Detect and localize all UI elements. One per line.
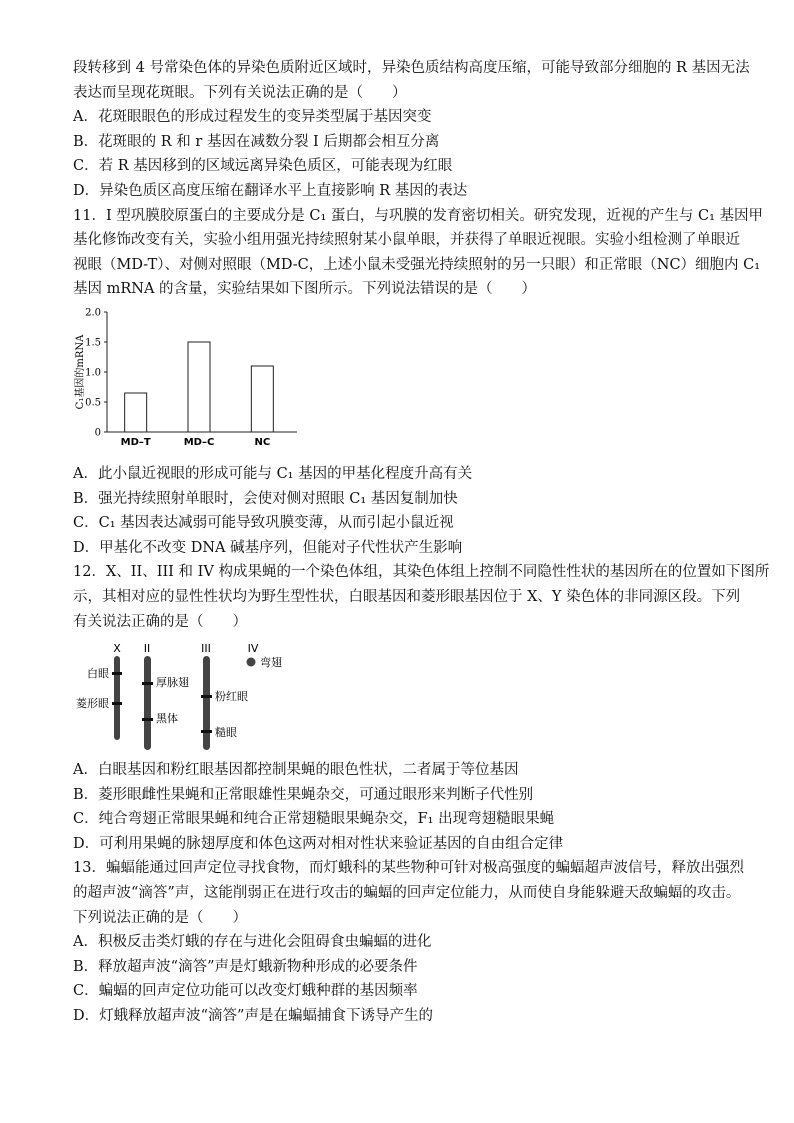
q12-option-c: C．纯合弯翅正常眼果蝇和纯合正常翅糙眼果蝇杂交，F₁ 出现弯翅糙眼果蝇 bbox=[73, 811, 555, 828]
gene-band-lozenge-eye bbox=[112, 702, 122, 705]
q12-stem-line2: 示，其相对应的显性性状均为野生型性状，白眼基因和菱形眼基因位于 X、Y 染色体的非同源区段。下列 bbox=[73, 588, 741, 605]
bar bbox=[188, 342, 210, 432]
gene-white-eye: 白眼 bbox=[87, 667, 109, 681]
chromosome-x bbox=[114, 656, 120, 740]
q11-stem-line1: 11．I 型巩膜胶原蛋白的主要成分是 C₁ 蛋白，与巩膜的发育密切相关。研究发现，近视的产生与 C₁ 基因甲 bbox=[73, 207, 764, 224]
q11-option-b: B．强光持续照射单眼时，会使对侧对照眼 C₁ 基因复制加快 bbox=[73, 490, 458, 507]
q11-option-d: D．甲基化不改变 DNA 碱基序列，但能对子代性状产生影响 bbox=[73, 539, 463, 556]
q12-stem-line3: 有关说法正确的是（ ） bbox=[73, 613, 247, 630]
exam-page bbox=[73, 56, 770, 1029]
chromosome-iii bbox=[203, 656, 210, 750]
bar bbox=[251, 366, 273, 432]
q10-option-c: C．若 R 基因移到的区域远离异染色质区，可能表现为红眼 bbox=[73, 158, 453, 175]
gene-rough-eye: 糙眼 bbox=[215, 726, 237, 740]
q13-stem-line1: 13．蝙蝠能通过回声定位寻找食物，而灯蛾科的某些物种可针对极高强度的蝙蝠超声波信号，释放出强烈 bbox=[73, 860, 744, 877]
gene-band-black-body bbox=[142, 718, 153, 721]
y-tick-label: 0 bbox=[94, 427, 101, 439]
bar bbox=[125, 393, 147, 432]
q10-option-d: D．异染色质区高度压缩在翻译水平上直接影响 R 基因的表达 bbox=[73, 182, 468, 199]
chrom-label-x: X bbox=[113, 642, 121, 656]
gene-band-rough-eye bbox=[201, 730, 212, 733]
gene-band-white-eye bbox=[112, 672, 122, 675]
chromosome-figure bbox=[73, 640, 333, 750]
q13-option-c: C．蝙蝠的回声定位功能可以改变灯蛾种群的基因频率 bbox=[73, 983, 418, 1000]
chromosome-svg bbox=[73, 640, 333, 750]
gene-band-thick-vein bbox=[142, 682, 153, 685]
gene-thick-vein: 厚脉翅 bbox=[156, 676, 189, 690]
q11-stem-line3: 视眼（MD-T）、对侧对照眼（MD-C，上述小鼠未受强光持续照射的另一只眼）和正常眼（NC）细胞内 C₁ bbox=[73, 256, 761, 273]
y-tick-label: 0.5 bbox=[85, 397, 101, 409]
q13-stem-line3: 下列说法正确的是（ ） bbox=[73, 909, 247, 926]
q10-stem-line1: 段转移到 4 号常染色体的异染色质附近区域时，异染色质结构高度压缩，可能导致部分细胞的 R 基因无法 bbox=[73, 60, 750, 76]
x-tick-label: MD–T bbox=[120, 436, 151, 448]
q11-stem-line4: 基因 mRNA 的含量，实验结果如下图所示。下列说法错误的是（ ） bbox=[73, 281, 537, 298]
q13-stem-line2: 的超声波“滴答”声，这能削弱正在进行攻击的蝙蝠的回声定位能力，从而使自身能躲避天敌蝙蝠的攻击。 bbox=[73, 885, 741, 902]
q13-option-d: D．灯蛾释放超声波“滴答”声是在蝙蝠捕食下诱导产生的 bbox=[73, 1008, 433, 1025]
y-axis-label: C₁基因的mRNA bbox=[75, 334, 86, 410]
q13-option-a: A．积极反击类灯蛾的存在与进化会阻碍食虫蝙蝠的进化 bbox=[73, 934, 432, 951]
gene-lozenge-eye: 菱形眼 bbox=[76, 697, 109, 711]
q11-option-a: A．此小鼠近视眼的形成可能与 C₁ 基因的甲基化程度升高有关 bbox=[73, 465, 473, 482]
q11-stem-line2: 基化修饰改变有关，实验小组用强光持续照射某小鼠单眼，并获得了单眼近视眼。实验小组检测了单眼近 bbox=[73, 232, 740, 249]
q12-option-d: D．可利用果蝇的脉翅厚度和体色这两对相对性状来验证基因的自由组合定律 bbox=[73, 835, 564, 852]
gene-black-body: 黑体 bbox=[156, 712, 178, 726]
gene-band-pink-eye bbox=[201, 695, 212, 698]
q10-stem-line2: 表达而呈现花斑眼。下列有关说法正确的是（ ） bbox=[73, 84, 407, 101]
q12-stem-line1: 12．X、II、III 和 IV 构成果蝇的一个染色体组，其染色体组上控制不同隐性性状的基因所在的位置如下图所 bbox=[73, 564, 770, 581]
x-tick-label: NC bbox=[254, 436, 271, 448]
y-tick-label: 2.0 bbox=[85, 307, 101, 319]
chromosome-ii bbox=[144, 656, 151, 750]
mrna-bar-chart bbox=[73, 304, 313, 456]
y-tick-label: 1.5 bbox=[85, 337, 101, 349]
q13-option-b: B．释放超声波“滴答”声是灯蛾新物种形成的必要条件 bbox=[73, 958, 418, 975]
y-tick-label: 1.0 bbox=[85, 367, 101, 379]
q12-option-a: A．白眼基因和粉红眼基因都控制果蝇的眼色性状，二者属于等位基因 bbox=[73, 762, 519, 779]
gene-pink-eye: 粉红眼 bbox=[215, 690, 248, 704]
q11-option-c: C．C₁ 基因表达减弱可能导致巩膜变薄，从而引起小鼠近视 bbox=[73, 515, 454, 532]
q10-option-a: A．花斑眼眼色的形成过程发生的变异类型属于基因突变 bbox=[73, 109, 432, 126]
q12-option-b: B．菱形眼雌性果蝇和正常眼雄性果蝇杂交，可通过眼形来判断子代性别 bbox=[73, 786, 534, 803]
chrom-label-ii: II bbox=[143, 642, 151, 656]
chrom-label-iv: IV bbox=[247, 642, 259, 656]
q10-option-b: B．花斑眼的 R 和 r 基因在减数分裂 I 后期都会相互分离 bbox=[73, 133, 440, 150]
chrom-label-iii: III bbox=[201, 642, 211, 656]
gene-bent-wing: 弯翅 bbox=[260, 656, 282, 670]
x-tick-label: MD–C bbox=[183, 436, 215, 448]
bar-chart-svg bbox=[73, 304, 313, 456]
chromosome-iv bbox=[247, 658, 256, 667]
